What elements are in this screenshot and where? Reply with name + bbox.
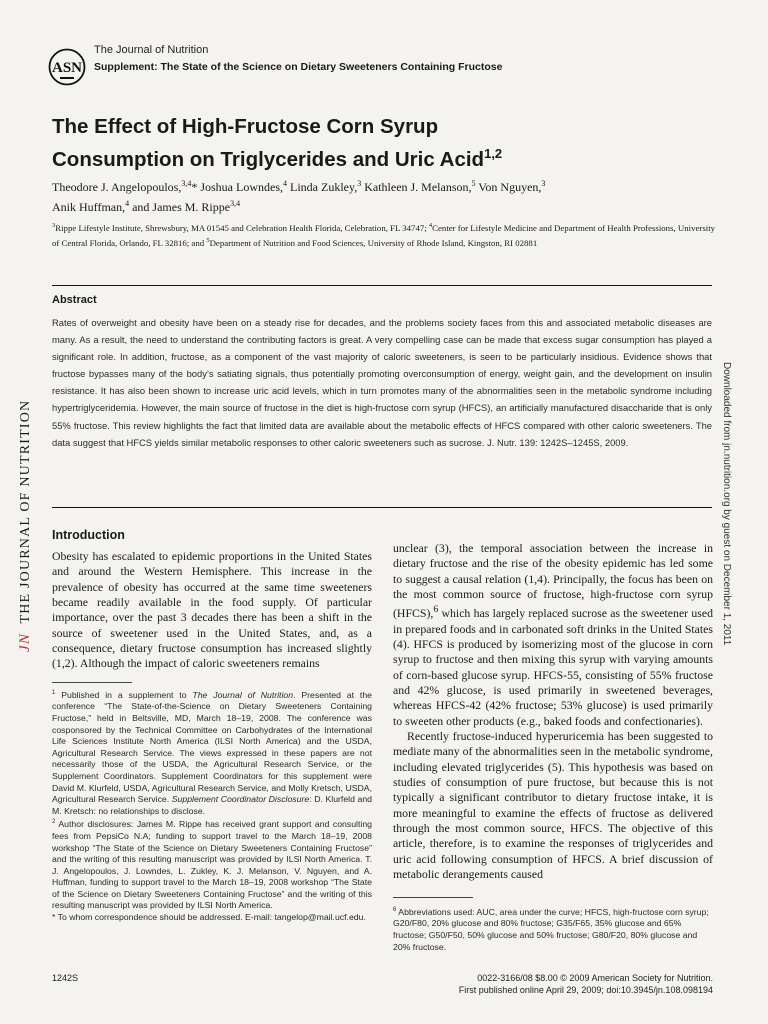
introduction-heading: Introduction [52, 528, 125, 542]
intro-right-column [393, 541, 713, 882]
page-number: 1242S [52, 973, 79, 983]
title-footnote-marks: 1,2 [484, 146, 503, 161]
supplement-title: Supplement: The State of the Science on Dietary Sweeteners Containing Fructose [94, 61, 503, 73]
footnote-abbreviations: $^6$ Abbreviations used: AUC, area under the curve; HFCS, high-fructose corn syrup; G20/F80, 20% glucose and 80% fructose; G35/F65, 35% glucose and 65% fructose; G50/F50, 50% glucose and 50% fructose; G80/F20, 80% glucose and 20% fructose. [393, 906, 709, 952]
author-list: Theodore J. Angelopoulos,$^{3,4}$* Joshua Lowndes,$^4$ Linda Zukley,$^3$ Kathleen J. Melanson,$^5$ Von Nguyen,$^3$ Anik Huffman,$^4$ and James M. Rippe$^{3,4}$ [52, 179, 546, 214]
abstract-text: Rates of overweight and obesity have been on a steady rise for decades, and the problems society faces from this and associated metabolic diseases are many. As a result, the need to understand the contributing factors is great. A very compelling case can be made that excess sugar consumption has played a significant role. In addition, fructose, as a component of the vast majority of caloric sweeteners, is seen to be particularly insidious. Evidence shows that fructose bypasses many of the body’s satiating signals, thus potentially promoting overconsumption of energy, weight gain, and the development on insulin resistance. It has also been shown to increase uric acid levels, which in turn promotes many of the abnormalities seen in the metabolic syndrome including hypertriglyceridemia. However, the main source of fructose in the diet is high-fructose corn syrup (HFCS), an artificially manufactured disaccharide that is only 55% fructose. This review highlights the fact that limited data are available about the metabolic effects of HFCS compared with other caloric sweeteners. The data suggest that HFCS yields similar metabolic responses to other caloric sweeteners such as sucrose. J. Nutr. 139: 1242S–1245S, 2009. [52, 317, 712, 448]
abstract-bottom-rule [52, 507, 712, 508]
journal-side-banner [0, 362, 33, 652]
journal-name: The Journal of Nutrition [94, 44, 209, 56]
intro-paragraph-1-cont: unclear (3), the temporal association between the increase in dietary fructose and the rise of the obesity epidemic has led some to suggest a causal relation (1,4). Principally, the focus has been on the most common source of fructose, high-fructose corn syrup (HFCS),$^6$ which has largely replaced sucrose as the sweetener used in prepared foods and in carbonated soft drinks in the United States (4). HFCS is produced by isomerizing most of the glucose in corn syrup to fructose and then mixing this syrup with varying amounts of corn-based glucose syrup. HFCS-55, consisting of 55% fructose and 42% glucose, is used primarily in sweetened beverages, whereas HFCS-42 (42% fructose; 53% glucose) is used primarily to sweeten other products (e.g., baked foods and confectionaries). [393, 541, 713, 728]
download-watermark [721, 362, 748, 682]
footnote-correspondence: * To whom correspondence should be addressed. E-mail: tangelop@mail.ucf.edu. [52, 912, 366, 923]
footnote-rule-left [52, 682, 132, 683]
journal-caps: THE JOURNAL OF NUTRITION [18, 399, 33, 624]
title-line-2: Consumption on Triglycerides and Uric Acid [52, 147, 485, 171]
title-line-1: The Effect of High-Fructose Corn Syrup [52, 115, 439, 138]
abstract-top-rule [52, 285, 712, 286]
asn-logo [47, 44, 87, 90]
intro-paragraph-1: Obesity has escalated to epidemic proportions in the United States and around the Western Hemisphere. This increase in the prevalence of obesity has occurred at the same time sweeteners became readily available in the food supply. Of particular importance, over the past 3 decades there has been a shift in the source of sweetener used in the United States, and, as a consequence, dietary fructose consumption has increased slightly (1,2). Although the impact of caloric sweeteners remains [52, 549, 372, 671]
footnote-2: $^2$ Author disclosures: James M. Rippe has received grant support and consulting fees from PepsiCo N.A; funding to support travel to the March 18–19, 2008 workshop “The State of the Science on Dietary Sweeteners Containing Fructose” and the writing of this resulting manuscript was provided by ILSI North America. T. J. Angelopoulos, J. Lowndes, L. Zukley, K. J. Melanson, V. Nguyen, and A. Huffman, funding to support travel to the March 18–19, 2008 workshop “The State of the Science on Dietary Sweeteners Containing Fructose” and the writing of this resulting manuscript was provided by ILSI North America. [52, 819, 372, 911]
intro-paragraph-2: Recently fructose-induced hyperuricemia has been suggested to mediate many of the abnormalities seen in the metabolic syndrome, including elevated triglycerides (5). This hypothesis was based on studies of consumption of pure fructose, but because this is not typically a significant contributor to dietary fructose intake, it is more meaningful to examine the effects of fructose as delivered through the most common source, HFCS. The objective of this article, therefore, is to examine the responses of triglycerides and uric acid following consumption of HFCS. A brief discussion of metabolic derangements caused [393, 729, 713, 882]
abstract-heading: Abstract [52, 294, 97, 306]
footnote-1: $^1$ Published in a supplement to The Journal of Nutrition. Presented at the conference “The State-of-the-Science on Dietary Sweeteners Containing Fructose,” held in Beltsville, MD, March 18–19, 2008. The conference was cosponsored by the Technical Committee on Carbohydrates of the International Life Sciences Institute North America (ILSI North America) and the USDA, Agricultural Research Service. The views expressed in these papers are not necessarily those of the USDA, the Agricultural Research Service, or the Supplement Coordinators. Supplement Coordinators for this supplement were David M. Klurfeld, USDA, Agricultural Research Service, and Molly Kretsch, USDA, Agricultural Research Service. Supplement Coordinator Disclosure: D. Klurfeld and M. Kretsch: no relationships to disclose. [52, 689, 372, 816]
publication-info [393, 972, 713, 996]
footnotes-left [52, 688, 372, 924]
affiliations: $^3$Rippe Lifestyle Institute, Shrewsbury, MA 01545 and Celebration Health Florida, Celebration, FL 34747; $^4$Center for Lifestyle Medicine and Department of Health Professions, University of Central Florida, Orlando, FL 32816; and $^5$Department of Nutrition and Food Sciences, University of Rhode Island, Kingston, RI 02881 [52, 222, 716, 248]
jn-mark: JN [17, 632, 33, 652]
footnote-rule-right [393, 897, 473, 898]
issn-line: 0022-3166/08 $8.00 © 2009 American Society for Nutrition. [477, 973, 713, 983]
article-title [52, 113, 712, 173]
logo-text: ASN [51, 60, 83, 76]
intro-left-column [52, 549, 372, 672]
download-text: Downloaded from jn.nutrition.org by guest on December 1, 2011 [721, 362, 732, 646]
doi-line: First published online April 29, 2009; doi:10.3945/jn.108.098194 [458, 985, 713, 995]
